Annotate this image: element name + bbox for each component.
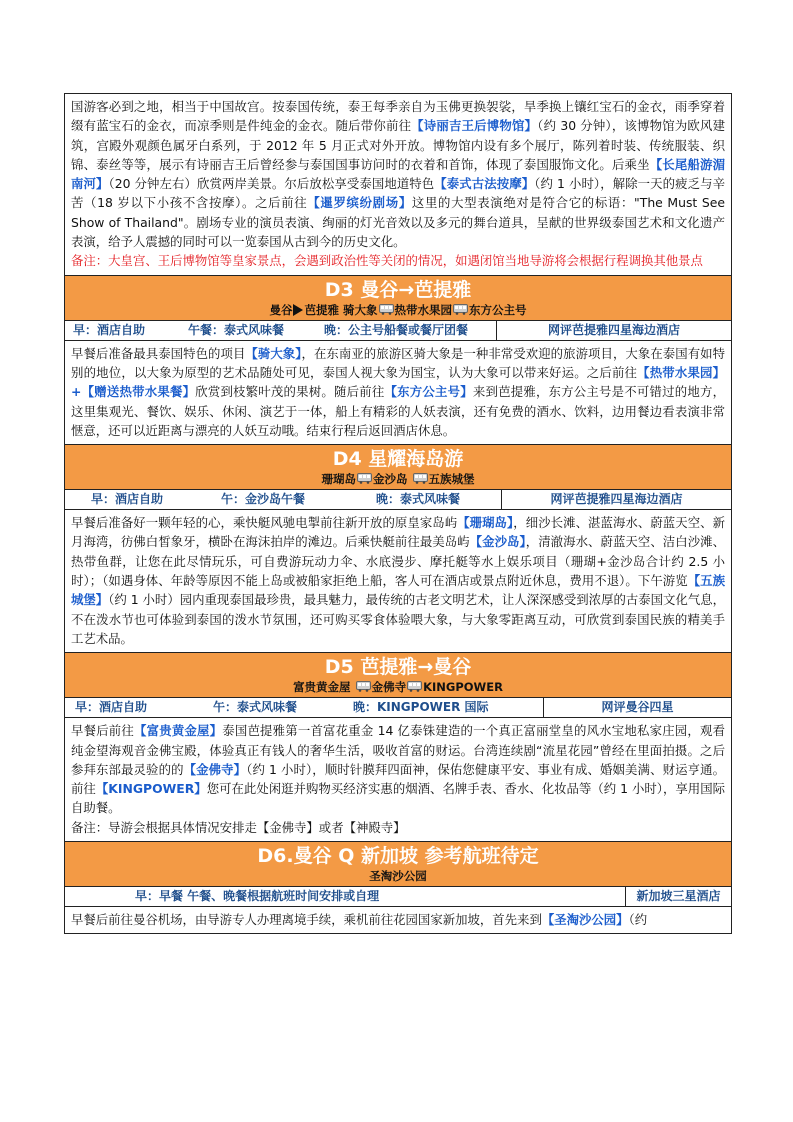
day3-route xyxy=(65,302,731,321)
lunch: 午：泰式风味餐 xyxy=(213,700,298,715)
d2-note: 备注：大皇宫、王后博物馆等皇家景点，会遇到政治性等关闭的情况，如遇闭馆当地导游将会根据行程调换其他景点 xyxy=(71,253,703,269)
bus-icon xyxy=(357,473,372,484)
hotel: 网评芭提雅四星海边酒店 xyxy=(496,321,731,340)
bus-icon xyxy=(356,681,371,692)
day6-meals xyxy=(65,887,731,907)
day5-description xyxy=(65,718,731,842)
text-segment: 您可在此处闲逛并购物买经济实惠的烟酒、名牌手表、香水、化妆品等（约 1 小时），享用国际自助餐。 xyxy=(71,781,726,816)
text-segment: 早餐后前往曼谷机场，由导游专人办理离境手续，乘机前往花园国家新加坡，首先来到 xyxy=(71,912,542,928)
breakfast: 早：酒店自助 xyxy=(91,492,164,507)
text-segment: 欣赏到枝繁叶茂的果树。随后前往 xyxy=(195,384,385,400)
breakfast: 早：酒店自助 xyxy=(75,700,148,715)
highlight-thai-massage: 【泰式古法按摩】 xyxy=(434,176,535,192)
route-stop: 热带水果园 xyxy=(394,302,452,317)
text-segment: （约 1 小时），解除一天的疲乏与辛苦（18 岁以下小孩不含按摩）。之后前往 xyxy=(71,176,726,211)
highlight-elephant: 【骑大象】 xyxy=(245,345,302,361)
hotel: 网评芭提雅四星海边酒店 xyxy=(501,490,731,509)
text-segment: 早餐后准备好一颗年轻的心，乘快艇风驰电掣前往新开放的原皇家岛屿 xyxy=(71,515,458,531)
text-segment: （约 xyxy=(628,912,648,928)
route-stop: 圣淘沙公园 xyxy=(369,869,427,884)
day3-title: D3 曼谷→芭提雅 xyxy=(65,276,731,302)
text-segment: （20 分钟左右）欣赏两岸美景。尔后放松享受泰国地道特色 xyxy=(108,176,435,192)
bus-icon xyxy=(407,681,422,692)
route-stop: 富贵黄金屋 xyxy=(293,680,355,695)
route-stop: 芭提雅 骑大象 xyxy=(304,302,378,317)
breakfast: 早：酒店自助 xyxy=(73,322,146,337)
route-stop: 东方公主号 xyxy=(469,302,527,317)
route-stop: KINGPOWER xyxy=(423,680,503,695)
lunch: 午：金沙岛午餐 xyxy=(221,492,306,507)
highlight-golden-buddha-temple: 【金佛寺】 xyxy=(183,761,247,777)
d2-description xyxy=(65,94,731,276)
bus-icon xyxy=(379,304,394,315)
text-segment: ，在东南亚的旅游区骑大象是一种非常受欢迎的旅游项目，大象在泰国有如特别的地位，以大象为原型的艺术品随处可见，泰国人视大象为国宝，认为大象可以带来好运。之后前往 xyxy=(71,345,726,380)
day4-meals xyxy=(65,490,731,510)
highlight-five-clan-castle: 【五族城堡】 xyxy=(71,573,726,608)
day3-meals xyxy=(65,321,731,341)
dinner: 晚：KINGPOWER 国际 xyxy=(353,700,489,715)
text-segment: （约 1 小时）园内重现泰国最珍贵，最具魅力，最传统的古老文明艺术，让人深深感受到浓厚的古泰国文化气息，不在泼水节也可体验到泰国的泼水节氛围，还可购买零食体验喂大象，与大象零距离互动，可欣赏到泰国民族的精美手工艺术品。 xyxy=(71,592,726,646)
text-segment: （约 1 小时），顺时针膜拜四面神，保佑您健康平安、事业有成、婚姻美满、财运亨通。前往 xyxy=(71,761,726,797)
text-segment: 国游客必到之地，相当于中国故宫。按泰国传统，泰王每季亲自为玉佛更换袈裟，旱季换上镶红宝石的金衣，雨季穿着缀有蓝宝石的金衣，而凉季则是件纯金的金衣。随后带你前往 xyxy=(71,99,725,134)
meals-note: 早：早餐 午餐、晚餐根据航班时间安排或自理 xyxy=(135,889,380,904)
highlight-sentosa: 【圣淘沙公园】 xyxy=(541,912,629,928)
dinner: 晚：公主号船餐或餐厅团餐 xyxy=(324,322,469,337)
route-stop: 五族城堡 xyxy=(428,472,475,487)
day4-description xyxy=(65,510,731,653)
route-stop: 金佛寺 xyxy=(371,680,407,695)
day5-route xyxy=(65,679,731,698)
day6-description xyxy=(65,907,731,933)
text-segment: 泰国芭提雅第一首富花重金 14 亿泰铢建造的一个真正富丽堂皇的风水宝地私家庄园，观看纯金望海观音金佛宝殿，体验真正有钱人的奢华生活，吸收首富的财运。台湾连续剧“流星花园”曾经在里面拍摄。之后参拜东部最灵验的的 xyxy=(71,723,725,777)
itinerary-table xyxy=(64,93,732,934)
day4-route xyxy=(65,471,731,490)
day3-description xyxy=(65,341,731,445)
text-segment: 早餐后前往 xyxy=(71,723,135,739)
day6-title: D6.曼谷 Q 新加坡 参考航班待定 xyxy=(65,842,731,868)
highlight-princess-cruise: 【东方公主号】 xyxy=(384,384,473,400)
hotel: 新加坡三星酒店 xyxy=(625,887,731,906)
highlight-coral-island: 【珊瑚岛】 xyxy=(457,515,514,531)
day5-meals xyxy=(65,698,731,718)
day5-note: 备注：导游会根据具体情况安排走【金佛寺】或者【神殿寺】 xyxy=(71,819,406,835)
route-stop: 珊瑚岛 xyxy=(321,472,356,487)
route-stop: 金沙岛 xyxy=(372,472,412,487)
day4-title: D4 星耀海岛游 xyxy=(65,445,731,471)
highlight-queen-museum: 【诗丽吉王后博物馆】 xyxy=(411,118,538,134)
dinner: 晚：泰式风味餐 xyxy=(376,492,461,507)
highlight-kingpower: 【KINGPOWER】 xyxy=(95,781,207,797)
route-stop: 曼谷 xyxy=(269,302,293,317)
hotel: 网评曼谷四星 xyxy=(543,698,731,717)
day5-title: D5 芭提雅→曼谷 xyxy=(65,653,731,679)
highlight-longtail-boat: 【长尾船游湄南河】 xyxy=(71,156,726,192)
day6-route xyxy=(65,868,731,887)
text-segment: （约 30 分钟），该博物馆为欧风建筑，宫殿外观颜色属牙白系列，于 2012 年 5 月正式对外开放。博物馆内设有多个展厅，陈列着时装、传统服装、织锦、泰丝等等，展示有诗丽吉王后曾经参与泰国国事访问时的衣着和首饰，体现了泰国服饰文化。后乘坐 xyxy=(71,118,726,172)
bus-icon xyxy=(453,304,468,315)
bus-icon xyxy=(413,473,428,484)
highlight-golden-sand-island: 【金沙岛】 xyxy=(469,534,526,550)
text-segment: 早餐后准备最具泰国特色的项目 xyxy=(71,345,246,361)
highlight-fruit-garden: 【热带水果园】+【赠送热带水果餐】 xyxy=(71,364,725,400)
lunch: 午餐：泰式风味餐 xyxy=(188,322,285,337)
text-segment: 来到芭提雅，东方公主号是不可错过的地方，这里集观光、餐饮、娱乐、休闲、演艺于一体，船上有精彩的人妖表演，还有免费的酒水、饮料，边用餐边看表演非常惬意，还可以近距离与漂亮的人妖互动哦。结束行程后返回酒店休息。 xyxy=(71,384,726,438)
arrow-icon xyxy=(293,304,303,316)
text-segment: 这里的大型表演绝对是符合它的标语："The Must See Show of Thailand"。剧场专业的演员表演、绚丽的灯光音效以及多元的舞台道具，呈献的世界级泰国艺术和文化遗产表演，给予人震撼的同时可以一览泰国从古到今的历史文化。 xyxy=(71,195,725,250)
highlight-gold-house: 【富贵黄金屋】 xyxy=(134,723,223,739)
text-segment: ，清澈海水、蔚蓝天空、洁白沙滩、热带鱼群，让您在此尽情玩乐，可自费游玩动力伞、水底漫步、摩托艇等水上娱乐项目（珊瑚+金沙岛合计约 2.5 小时）；（如遇身体、年龄等原因不能上岛或被船家拒绝上船，客人可在酒店或景点附近休息，费用不退）。下午游览 xyxy=(71,534,726,589)
text-segment: ，细沙长滩、湛蓝海水、蔚蓝天空、新月海湾，彷佛白皙象牙，横卧在海沫拍岸的滩边。后乘快艇前往最美岛屿 xyxy=(71,515,725,550)
highlight-siam-theater: 【暹罗缤纷剧场】 xyxy=(307,195,412,211)
